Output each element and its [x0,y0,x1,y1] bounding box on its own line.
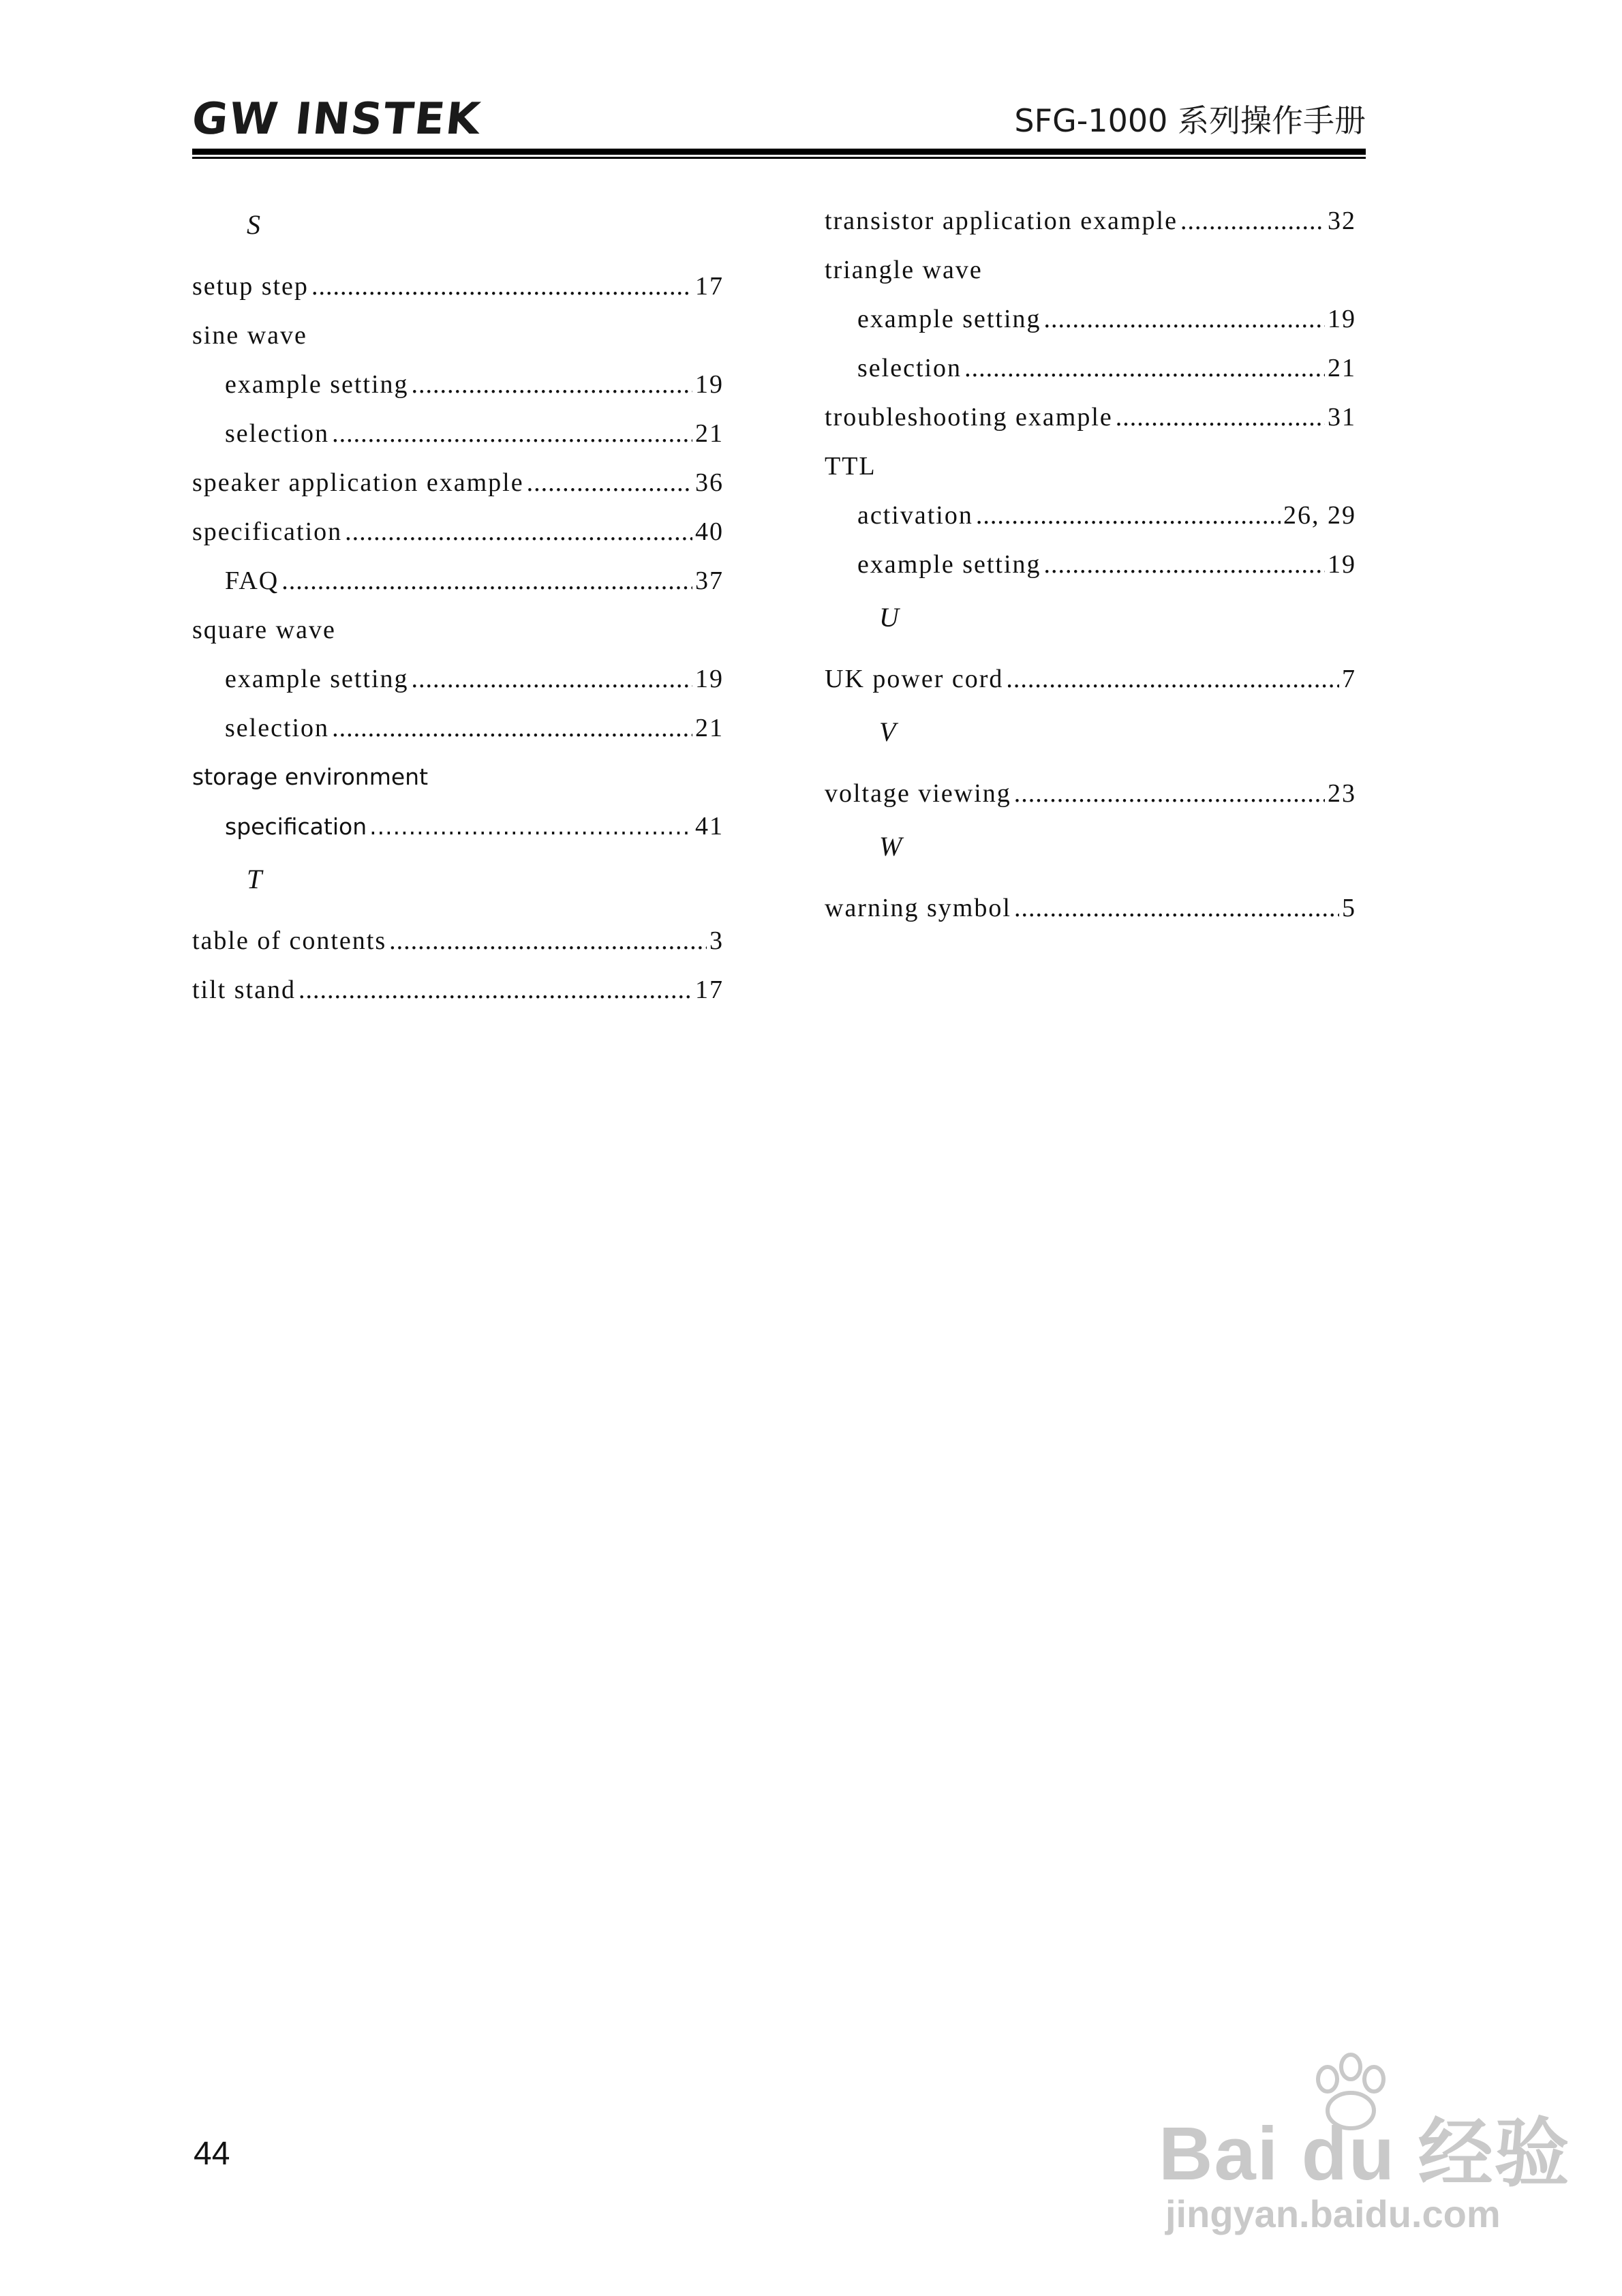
index-page: 21 [695,714,724,742]
dot-leader [369,806,692,847]
index-entry [192,920,724,969]
index-entry [825,888,1356,937]
index-entry [192,462,724,511]
header-rule-thin [192,157,1366,159]
index-entry [192,315,724,364]
index-term: setup step [192,272,309,301]
index-subentry [825,495,1356,544]
index-subentry [192,708,724,757]
index-page: 32 [1328,207,1356,235]
index-subentry [825,299,1356,348]
index-term: selection [225,419,330,448]
dot-leader [389,920,707,961]
index-page: 5 [1342,894,1356,922]
index-entry [825,200,1356,250]
dot-leader [1014,888,1339,928]
index-term: example setting [225,370,409,399]
dot-leader [1006,659,1339,699]
dot-leader [332,413,692,454]
index-term: troubleshooting example [825,403,1113,432]
document-title: SFG-1000 系列操作手册 [1014,102,1366,139]
index-term: square wave [192,616,336,644]
index-term: warning symbol [825,894,1011,922]
index-letter-v: V [879,716,896,747]
dot-leader [1116,397,1325,438]
index-term: storage environment [192,764,429,790]
index-term: selection [857,354,962,382]
index-page: 41 [695,812,724,841]
page-number: 44 [194,2136,230,2172]
index-letter-w: W [879,831,902,862]
dot-leader [964,348,1325,389]
dot-leader [976,495,1281,536]
index-term: speaker application example [192,468,524,497]
index-subentry [192,413,724,462]
dot-leader [311,266,692,307]
dot-leader [1180,200,1325,241]
index-entry [825,773,1356,822]
index-term: UK power cord [825,665,1004,693]
index-term: selection [225,714,330,742]
dot-leader [1014,773,1325,814]
index-entry [192,266,724,315]
index-page: 40 [695,517,724,546]
index-column-left [192,200,724,1018]
index-subentry [192,806,724,855]
index-column-right [825,200,1356,937]
index-page: 31 [1328,403,1356,432]
index-page: 21 [1328,354,1356,382]
index-page: 37 [695,567,724,595]
watermark-url: jingyan.baidu.com [1165,2192,1501,2235]
dot-leader [332,708,692,749]
index-page: 7 [1342,665,1356,693]
dot-leader [281,560,692,601]
index-term: FAQ [225,567,279,595]
index-entry [192,969,724,1018]
index-page: 21 [695,419,724,448]
index-entry [192,757,724,806]
index-letter-t: T [247,864,262,894]
index-term: table of contents [192,926,387,955]
index-page: 26, 29 [1283,501,1356,530]
dot-leader [1044,544,1325,585]
index-term: specification [192,517,343,546]
index-entry [825,446,1356,495]
dot-leader [527,462,692,503]
index-page: 19 [1328,550,1356,579]
index-term: specification [225,813,367,840]
index-term: example setting [857,550,1041,579]
index-page: 17 [695,976,724,1004]
index-letter-s: S [247,209,260,240]
dot-leader [299,969,692,1010]
index-term: sine wave [192,321,307,350]
watermark-brand: Bai du 经验 [1159,2112,1571,2196]
dot-leader [345,511,692,552]
index-term: TTL [825,452,876,481]
index-subentry [192,364,724,413]
dot-leader [1044,299,1325,339]
index-term: voltage viewing [825,779,1011,808]
dot-leader [412,659,692,699]
index-page: 19 [1328,305,1356,333]
index-page: 17 [695,272,724,301]
index-entry [825,659,1356,708]
index-page: 19 [695,370,724,399]
index-term: triangle wave [825,256,983,284]
index-subentry [825,544,1356,593]
index-page: 36 [695,468,724,497]
index-term: tilt stand [192,976,296,1004]
index-entry [192,511,724,560]
brand-logo: GW INSTEK [189,94,484,145]
index-subentry [192,560,724,609]
index-page: 23 [1328,779,1356,808]
watermark [1159,2052,1571,2235]
index-term: activation [857,501,973,530]
index-term: transistor application example [825,207,1178,235]
index-page: 19 [695,665,724,693]
index-term: example setting [225,665,409,693]
index-page: 3 [709,926,724,955]
index-entry [192,609,724,659]
index-subentry [825,348,1356,397]
index-subentry [192,659,724,708]
index-entry [825,397,1356,446]
index-entry [825,250,1356,299]
index-letter-u: U [879,602,899,633]
header-rule [192,149,1366,155]
index-term: example setting [857,305,1041,333]
dot-leader [412,364,692,405]
